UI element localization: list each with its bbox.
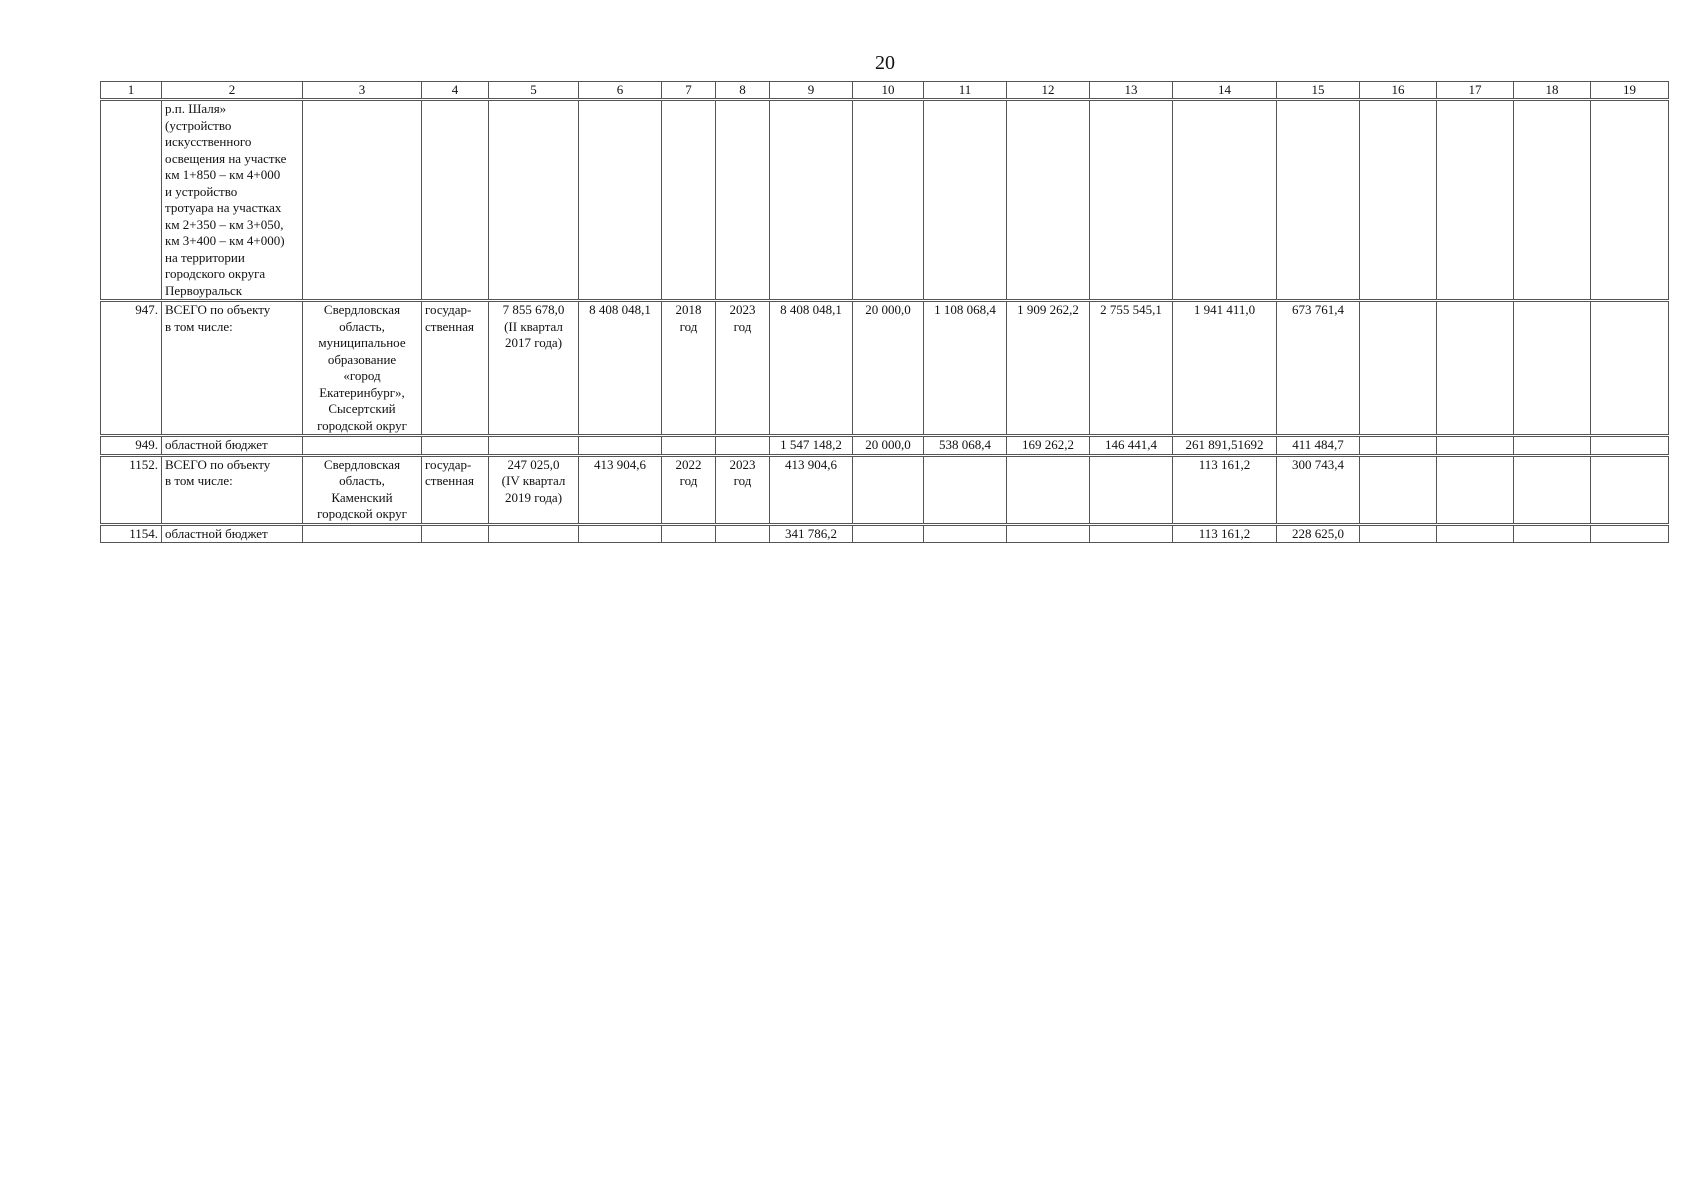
end-year-cell-line: 2023 xyxy=(729,456,756,472)
amount-cell: 113 161,2 xyxy=(1173,455,1277,524)
amount-cell: 538 068,4 xyxy=(924,436,1007,456)
table-row xyxy=(101,524,1669,543)
row-number-cell: 949. xyxy=(101,436,162,456)
amount-cell xyxy=(1090,100,1173,301)
description-cell xyxy=(162,100,303,301)
total-cost-cell xyxy=(579,100,662,301)
amount-cell xyxy=(924,524,1007,543)
end-year-cell xyxy=(716,455,770,524)
ownership-cell-line: ственная xyxy=(425,318,474,334)
row-number-cell: 947. xyxy=(101,301,162,436)
estimated-cost-cell xyxy=(489,455,579,524)
location-cell-line: городской округ xyxy=(317,417,407,433)
amount-cell xyxy=(1007,100,1090,301)
description-cell-line: на территории xyxy=(165,249,245,265)
amount-cell xyxy=(1090,524,1173,543)
column-number: 1 xyxy=(101,82,162,100)
end-year-cell xyxy=(716,436,770,456)
end-year-cell-line: год xyxy=(733,318,752,334)
empty-cell xyxy=(1437,455,1514,524)
empty-cell xyxy=(1514,436,1591,456)
empty-cell xyxy=(1360,301,1437,436)
description-cell-line: и устройство xyxy=(165,183,238,199)
estimated-cost-cell-line: 2017 года) xyxy=(504,335,563,350)
end-year-cell xyxy=(716,100,770,301)
amount-cell: 228 625,0 xyxy=(1277,524,1360,543)
page-number: 20 xyxy=(875,52,895,74)
description-cell-line: ВСЕГО по объекту xyxy=(165,302,271,317)
column-number: 13 xyxy=(1090,82,1173,100)
total-cost-cell: 8 408 048,1 xyxy=(579,301,662,436)
empty-cell xyxy=(1591,455,1669,524)
table-row xyxy=(101,100,1669,301)
amount-cell: 411 484,7 xyxy=(1277,436,1360,456)
location-cell-line: Каменский xyxy=(331,489,393,505)
amount-cell: 413 904,6 xyxy=(770,455,853,524)
total-cost-cell xyxy=(579,436,662,456)
start-year-cell xyxy=(662,455,716,524)
estimated-cost-cell xyxy=(489,524,579,543)
location-cell-line: Свердловская xyxy=(323,456,401,472)
location-cell-line: образование xyxy=(327,351,397,367)
column-number: 18 xyxy=(1514,82,1591,100)
ownership-cell-line: ственная xyxy=(425,473,474,488)
amount-cell: 673 761,4 xyxy=(1277,301,1360,436)
ownership-cell-line: государ- xyxy=(425,456,472,472)
amount-cell xyxy=(770,100,853,301)
amount-cell xyxy=(1277,100,1360,301)
estimated-cost-cell-line: 2019 года) xyxy=(504,489,563,505)
row-number-cell xyxy=(101,100,162,301)
start-year-cell-line: год xyxy=(679,318,698,334)
estimated-cost-cell-line: (IV квартал xyxy=(501,473,566,488)
description-cell-line: тротуара на участках xyxy=(165,200,282,215)
description-cell-line: областной бюджет xyxy=(165,525,268,541)
total-cost-cell xyxy=(579,524,662,543)
empty-cell xyxy=(1514,455,1591,524)
empty-cell xyxy=(1514,524,1591,543)
description-cell-line: искусственного xyxy=(165,134,252,149)
estimated-cost-cell-line: 7 855 678,0 xyxy=(502,302,565,317)
amount-cell: 1 547 148,2 xyxy=(770,436,853,456)
empty-cell xyxy=(1360,100,1437,301)
amount-cell: 146 441,4 xyxy=(1090,436,1173,456)
empty-cell xyxy=(1514,301,1591,436)
description-cell-line: км 1+850 – км 4+000 xyxy=(165,167,281,182)
amount-cell: 20 000,0 xyxy=(853,301,924,436)
description-cell xyxy=(162,301,303,436)
location-cell xyxy=(303,301,422,436)
location-cell-line: муниципальное xyxy=(318,335,406,350)
ownership-cell-line: государ- xyxy=(425,302,472,317)
amount-cell xyxy=(1007,455,1090,524)
location-cell xyxy=(303,455,422,524)
description-cell-line: в том числе: xyxy=(165,473,233,488)
table-row xyxy=(101,436,1669,456)
estimated-cost-cell-line: 247 025,0 xyxy=(507,456,560,472)
ownership-cell xyxy=(422,455,489,524)
estimated-cost-cell-line: (II квартал xyxy=(504,318,563,334)
location-cell xyxy=(303,524,422,543)
location-cell-line: городской округ xyxy=(317,506,407,521)
total-cost-cell: 413 904,6 xyxy=(579,455,662,524)
empty-cell xyxy=(1437,524,1514,543)
estimated-cost-cell xyxy=(489,436,579,456)
ownership-cell xyxy=(422,524,489,543)
amount-cell: 169 262,2 xyxy=(1007,436,1090,456)
estimated-cost-cell xyxy=(489,100,579,301)
column-number: 7 xyxy=(662,82,716,100)
end-year-cell-line: 2023 xyxy=(729,302,756,317)
empty-cell xyxy=(1437,301,1514,436)
amount-cell xyxy=(853,100,924,301)
row-number-cell: 1152. xyxy=(101,455,162,524)
empty-cell xyxy=(1591,301,1669,436)
amount-cell xyxy=(853,455,924,524)
amount-cell: 1 108 068,4 xyxy=(924,301,1007,436)
column-number: 3 xyxy=(303,82,422,100)
start-year-cell-line: 2022 xyxy=(675,456,702,472)
column-number: 14 xyxy=(1173,82,1277,100)
description-cell-line: (устройство xyxy=(165,117,232,133)
amount-cell xyxy=(924,455,1007,524)
description-cell-line: р.п. Шаля» xyxy=(165,101,227,116)
location-cell-line: Сысертский xyxy=(328,401,396,416)
column-number: 15 xyxy=(1277,82,1360,100)
start-year-cell xyxy=(662,100,716,301)
amount-cell: 300 743,4 xyxy=(1277,455,1360,524)
description-cell-line: городского округа xyxy=(165,266,266,281)
description-cell-line: освещения на участке xyxy=(165,150,287,166)
column-number: 4 xyxy=(422,82,489,100)
description-cell-line: ВСЕГО по объекту xyxy=(165,456,271,472)
amount-cell: 1 941 411,0 xyxy=(1173,301,1277,436)
column-number-row xyxy=(101,82,1669,100)
column-number: 2 xyxy=(162,82,303,100)
end-year-cell-line: год xyxy=(733,473,752,488)
amount-cell: 341 786,2 xyxy=(770,524,853,543)
location-cell-line: область, xyxy=(339,473,385,488)
end-year-cell xyxy=(716,524,770,543)
location-cell-line: Свердловская xyxy=(323,302,401,317)
column-number: 11 xyxy=(924,82,1007,100)
empty-cell xyxy=(1360,524,1437,543)
amount-cell: 20 000,0 xyxy=(853,436,924,456)
description-cell-line: в том числе: xyxy=(165,318,233,334)
empty-cell xyxy=(1437,436,1514,456)
program-table xyxy=(100,81,1669,543)
column-number: 16 xyxy=(1360,82,1437,100)
location-cell-line: «город xyxy=(343,368,381,383)
location-cell xyxy=(303,436,422,456)
location-cell-line: область, xyxy=(339,318,385,334)
start-year-cell xyxy=(662,524,716,543)
location-cell xyxy=(303,100,422,301)
amount-cell xyxy=(1173,100,1277,301)
column-number: 19 xyxy=(1591,82,1669,100)
amount-cell: 113 161,2 xyxy=(1173,524,1277,543)
column-number: 5 xyxy=(489,82,579,100)
empty-cell xyxy=(1591,436,1669,456)
description-cell xyxy=(162,455,303,524)
amount-cell: 8 408 048,1 xyxy=(770,301,853,436)
end-year-cell xyxy=(716,301,770,436)
description-cell xyxy=(162,436,303,456)
description-cell-line: Первоуральск xyxy=(165,282,243,298)
amount-cell xyxy=(924,100,1007,301)
column-number: 10 xyxy=(853,82,924,100)
column-number: 9 xyxy=(770,82,853,100)
column-number: 6 xyxy=(579,82,662,100)
empty-cell xyxy=(1360,455,1437,524)
description-cell xyxy=(162,524,303,543)
table-row xyxy=(101,301,1669,436)
empty-cell xyxy=(1591,100,1669,301)
column-number: 17 xyxy=(1437,82,1514,100)
amount-cell: 261 891,51692 xyxy=(1173,436,1277,456)
start-year-cell-line: год xyxy=(679,473,698,488)
row-number-cell: 1154. xyxy=(101,524,162,543)
column-number: 8 xyxy=(716,82,770,100)
empty-cell xyxy=(1437,100,1514,301)
estimated-cost-cell xyxy=(489,301,579,436)
start-year-cell xyxy=(662,436,716,456)
column-number: 12 xyxy=(1007,82,1090,100)
description-cell-line: областной бюджет xyxy=(165,437,268,452)
amount-cell xyxy=(1007,524,1090,543)
ownership-cell xyxy=(422,100,489,301)
ownership-cell xyxy=(422,436,489,456)
empty-cell xyxy=(1514,100,1591,301)
amount-cell xyxy=(853,524,924,543)
amount-cell xyxy=(1090,455,1173,524)
start-year-cell xyxy=(662,301,716,436)
description-cell-line: км 3+400 – км 4+000) xyxy=(165,233,285,248)
table-row xyxy=(101,455,1669,524)
ownership-cell xyxy=(422,301,489,436)
description-cell-line: км 2+350 – км 3+050, xyxy=(165,216,284,232)
amount-cell: 1 909 262,2 xyxy=(1007,301,1090,436)
amount-cell: 2 755 545,1 xyxy=(1090,301,1173,436)
empty-cell xyxy=(1360,436,1437,456)
location-cell-line: Екатеринбург», xyxy=(319,384,405,400)
empty-cell xyxy=(1591,524,1669,543)
start-year-cell-line: 2018 xyxy=(675,302,702,317)
